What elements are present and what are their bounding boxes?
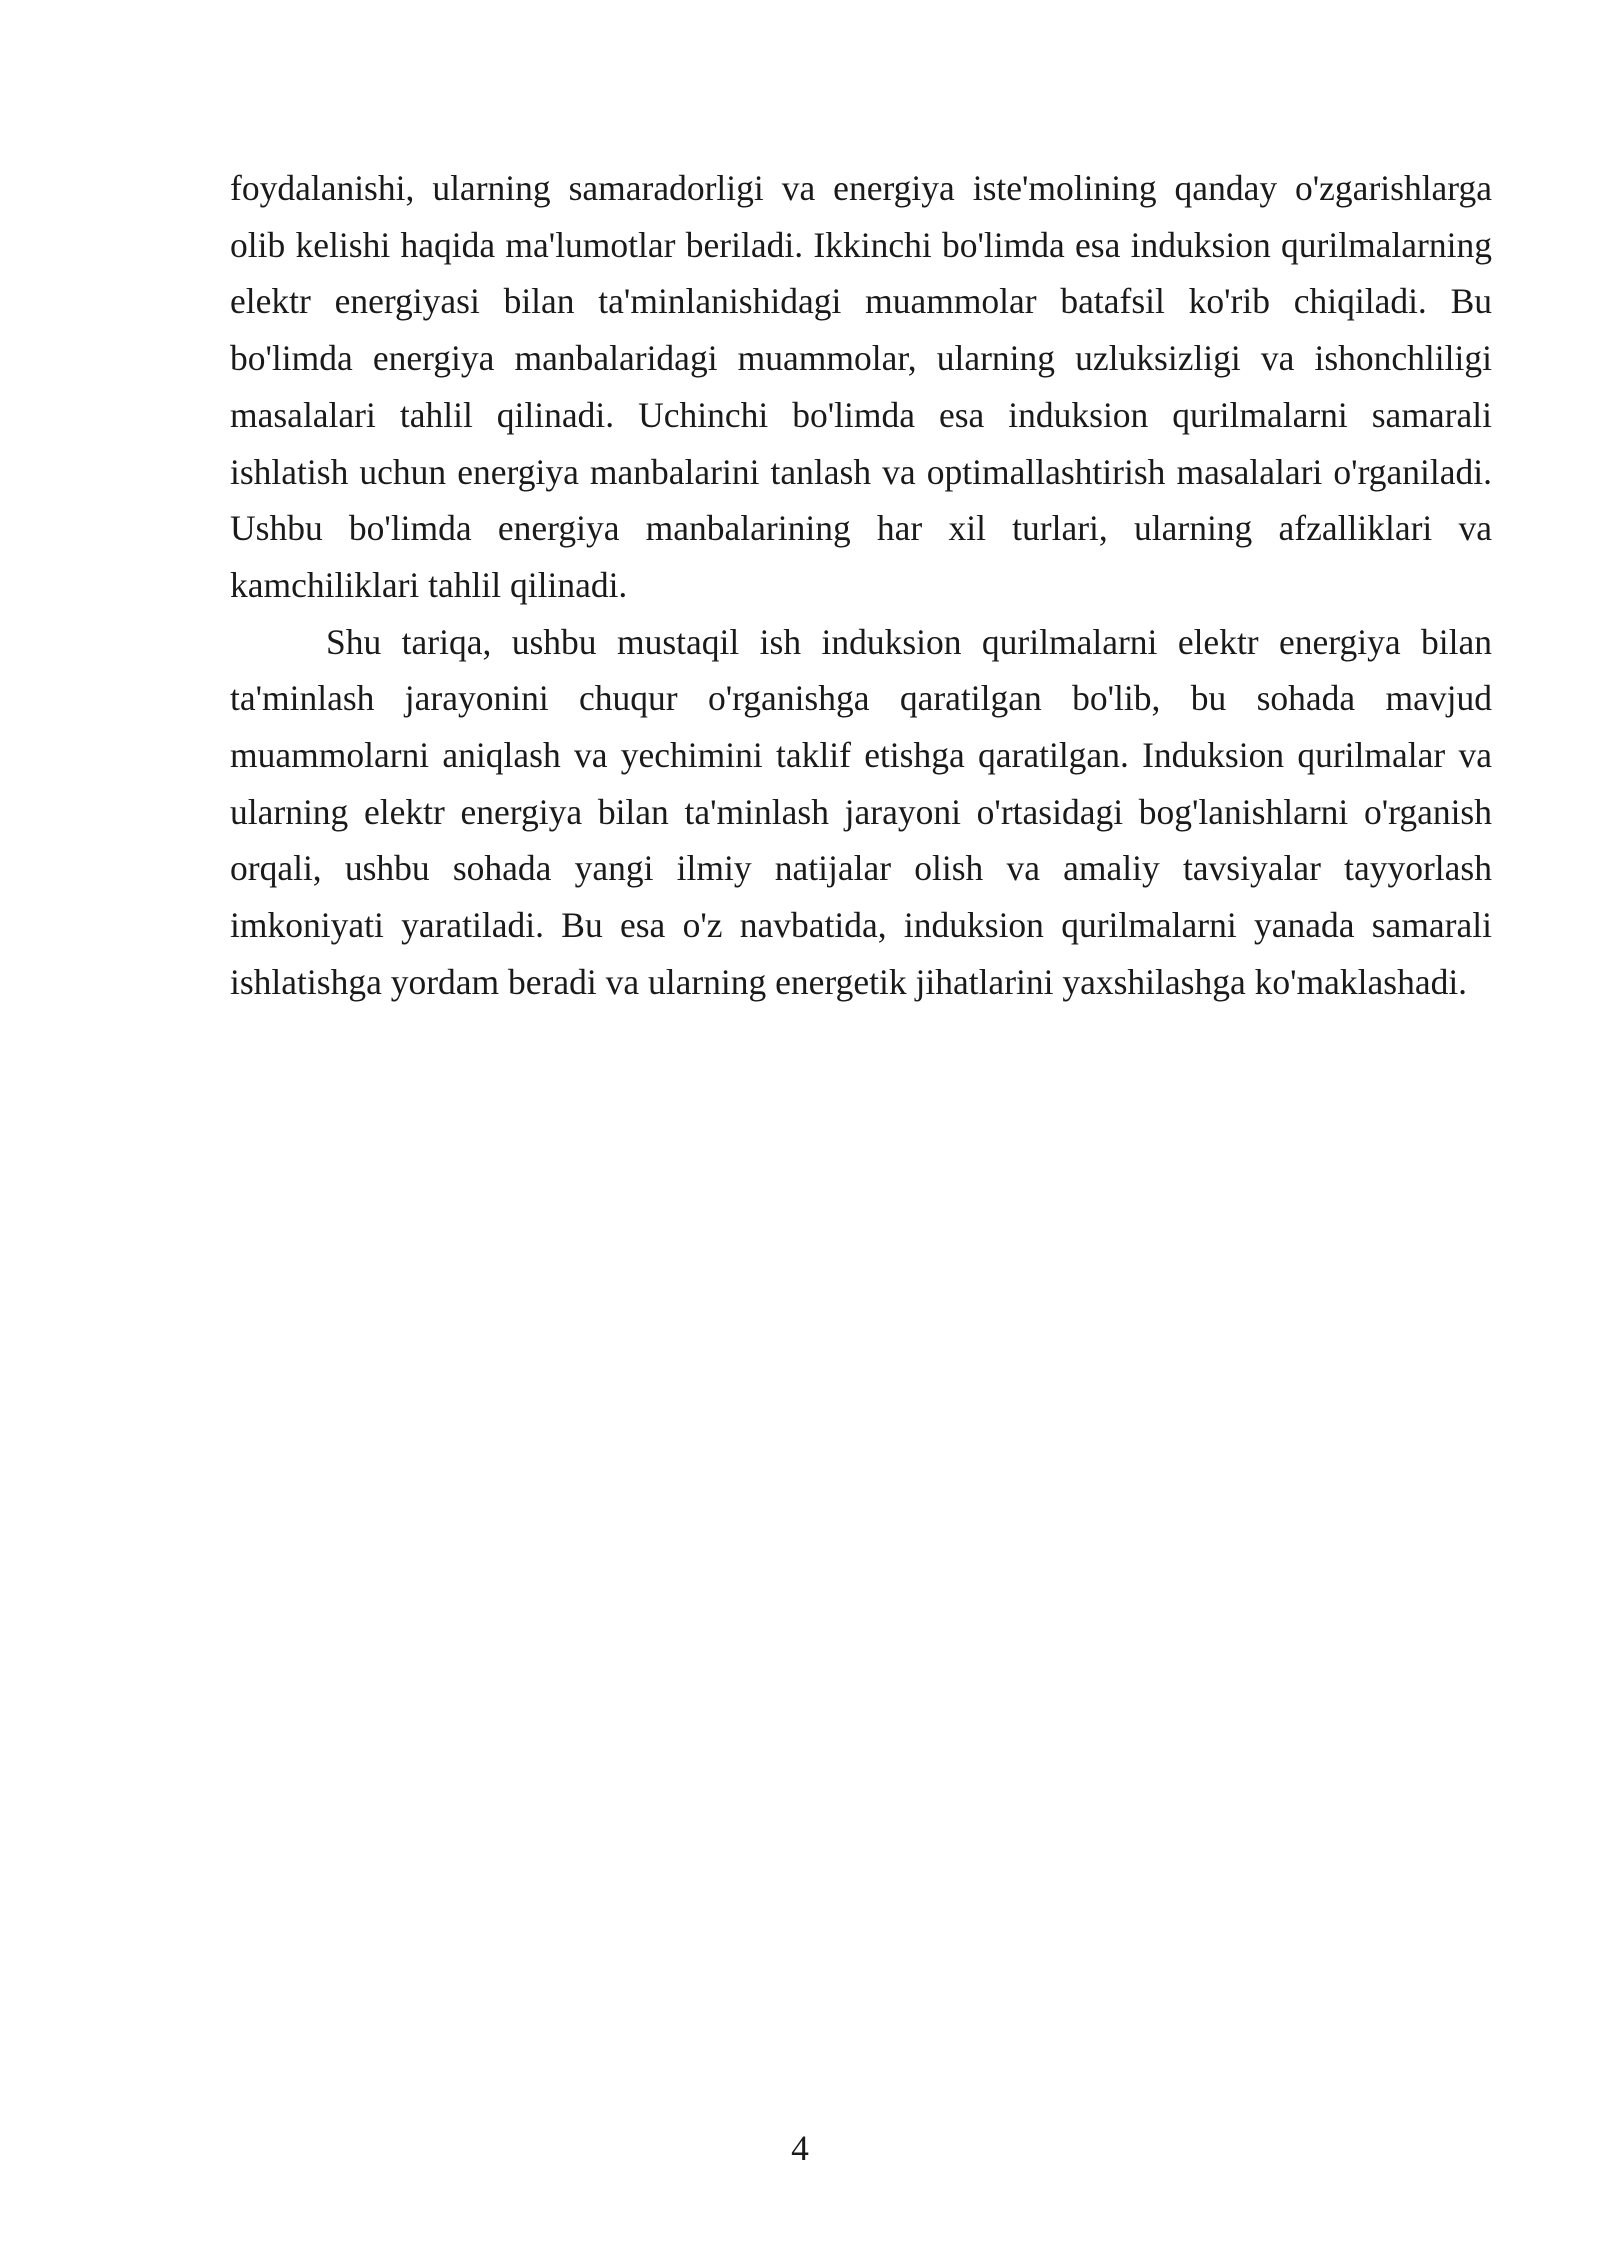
paragraph-continuation: foydalanishi, ularning samaradorligi va energiya iste'molining qanday o'zgarishlarga olib kelishi haqida ma'lumotlar beriladi. Ikkinchi bo'limda esa induksion qurilmalarning elektr energiyasi bilan ta'minlanishidagi muammolar batafsil ko'rib chiqiladi. Bu bo'limda energiya manbalaridagi muammolar, ularning uzluksizligi va ishonchliligi masalalari tahlil qilinadi. Uchinchi bo'limda esa induksion qurilmalarni samarali ishlatish uchun energiya manbalarini tanlash va optimallashtirish masalalari o'rganiladi. Ushbu bo'limda energiya manbalarining har xil turlari, ularning afzalliklari va kamchiliklari tahlil qilinadi. xyxy=(230,168,1492,605)
paragraph-conclusion: Shu tariqa, ushbu mustaqil ish induksion qurilmalarni elektr energiya bilan ta'minlash jarayonini chuqur o'rganishga qaratilgan bo'lib, bu sohada mavjud muammolarni aniqlash va yechimini taklif etishga qaratilgan. Induksion qurilmalar va ularning elektr energiya bilan ta'minlash jarayoni o'rtasidagi bog'lanishlarni o'rganish orqali, ushbu sohada yangi ilmiy natijalar olish va amaliy tavsiyalar tayyorlash imkoniyati yaratiladi. Bu esa o'z navbatida, induksion qurilmalarni yanada samarali ishlatishga yordam beradi va ularning energetik jihatlarini yaxshilashga ko'maklashadi. xyxy=(230,621,1492,1002)
page-number: 4 xyxy=(791,2128,809,2168)
body-text xyxy=(230,160,1492,1011)
